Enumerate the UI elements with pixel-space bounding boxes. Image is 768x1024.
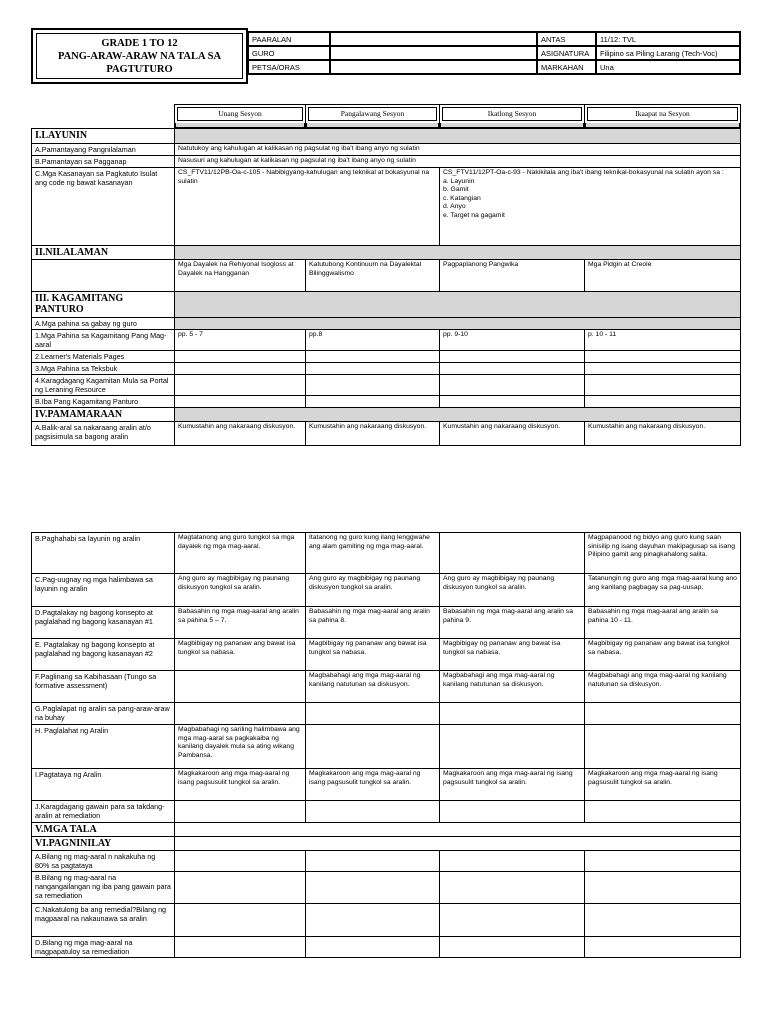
row-label: A.Bilang ng mag-aaral n nakakuha ng 80% sa pagtataya (32, 851, 175, 872)
table-cell (306, 363, 440, 375)
row-label: C.Nakatulong ba ang remedial?Bilang ng magpaaral na nakaunawa sa aralin (32, 904, 175, 937)
table-cell (440, 725, 585, 769)
row-label: J.Karagdagang gawain para sa takdang-aralin at remediation (32, 801, 175, 823)
pamamaraan-heading: IV.PAMAMARAAN (32, 408, 175, 422)
table-row (32, 533, 741, 574)
table-cell: Ang guro ay magbibigay ng paunang diskusyon tungkol sa aralin. (175, 574, 306, 607)
table-cell (175, 851, 306, 872)
table-cell (175, 363, 306, 375)
table-cell (175, 937, 306, 958)
kasanayan-label: C.Mga Kasanayan sa Pagkatuto Isulat ang code ng bawat kasanayan (32, 168, 175, 246)
table-cell (585, 725, 741, 769)
layunin-heading: I.LAYUNIN (32, 129, 175, 144)
markahan-value: Una (596, 60, 740, 74)
table-cell (585, 375, 741, 396)
table-row (32, 330, 741, 351)
table-cell: Magbibigay ng pananaw ang bawat isa tungkol sa nabasa. (440, 639, 585, 671)
list-item: b. Gamit (443, 186, 469, 194)
pamamaraan-shade (175, 408, 741, 422)
pamantayang-pangnilalaman-label: A.Pamantayang Pangnilalaman (32, 144, 175, 156)
table-cell: Kumustahin ang nakaraang diskusyon. (585, 422, 741, 446)
table-cell (585, 396, 741, 408)
list-item: a. Layunin (443, 177, 475, 185)
table-cell: Magkakaroon ang mga mag-aaral ng isang pagsusulit tungkol sa aralin. (440, 769, 585, 801)
table-cell: pp. 9-10 (440, 330, 585, 351)
table-cell: Babasahin ng mga mag-aaral ang aralin sa pahina 9. (440, 607, 585, 639)
list-item: d. Anyo (443, 203, 466, 211)
table-cell: Magbabahagi ang mga mag-aaral ng kanilang natutunan sa diskusyon. (440, 671, 585, 703)
nilalaman-cell-1: Mga Dayalek na Rehiyonal Isogloss at Dayalek na Hangganan (175, 260, 306, 292)
table-row (32, 671, 741, 703)
markahan-label: MARKAHAN (537, 60, 596, 74)
table-cell: Magkakaroon ang mga mag-aaral ng isang pagsusulit tungkol sa aralin. (306, 769, 440, 801)
list-item: e. Target na gagamit (443, 211, 505, 219)
table-row (32, 937, 741, 958)
table-cell (440, 375, 585, 396)
session-3-header: Ikatlong Sesyon (440, 105, 585, 129)
session-2-header: Pangalawang Sesyon (306, 105, 440, 129)
table-cell (440, 872, 585, 904)
table-cell (175, 703, 306, 725)
table-cell: pp. 5 - 7 (175, 330, 306, 351)
lower-table (31, 532, 741, 958)
table-cell: Kumustahin ang nakaraang diskusyon. (440, 422, 585, 446)
table-row (32, 607, 741, 639)
asignatura-label: ASIGNATURA (537, 46, 596, 60)
kagamitan-heading: III. KAGAMITANG PANTURO (32, 292, 175, 318)
row-label: 2.Learner's Materials Pages (32, 351, 175, 363)
table-cell (175, 375, 306, 396)
table-row (32, 396, 741, 408)
table-cell (440, 703, 585, 725)
table-cell (306, 703, 440, 725)
table-cell (306, 801, 440, 823)
pamantayan-sa-pagganap-text: Nasusuri ang kahulugan at kalikasan ng pagsulat ng iba't ibang anyo ng sulatin (175, 156, 741, 168)
upper-table (31, 104, 741, 446)
table-cell: Magbabahagi ang mga mag-aaral ng kanilang natutunan sa diskusyon. (306, 671, 440, 703)
nilalaman-heading: II.NILALAMAN (32, 246, 175, 260)
table-cell (585, 937, 741, 958)
table-cell (585, 872, 741, 904)
table-row (32, 639, 741, 671)
table-cell: Tatanungin ng guro ang mga mag-aaral kung ano ang kanilang pagbagay sa pag-uusap. (585, 574, 741, 607)
row-label: B.Iba Pang Kagamitang Panturo (32, 396, 175, 408)
table-cell (585, 801, 741, 823)
session-header-row (32, 105, 741, 129)
kasanayan-code-2-cell (440, 168, 741, 246)
title-line-3: PAGTUTURO (106, 63, 173, 75)
table-cell (440, 904, 585, 937)
gabay-ng-guro-shade (175, 318, 741, 330)
paaralan-value (330, 32, 537, 46)
asignatura-value: Filipino sa Piling Larang (Tech-Voc) (596, 46, 740, 60)
table-cell (440, 851, 585, 872)
table-cell: Magbibigay ng pananaw ang bawat isa tungkol sa nabasa. (175, 639, 306, 671)
table-cell (306, 375, 440, 396)
table-row (32, 904, 741, 937)
row-label: 4.Karagdagang Kagamitan Mula sa Portal ng Leraning Resource (32, 375, 175, 396)
table-cell: Magpapanood ng bidyo ang guro kung saan sinisilip ng isang dayuhan makipagusap sa isang Pilipino gamit ang pinagkahalong salita. (585, 533, 741, 574)
table-cell: Magkakaroon ang mga mag-aaral ng isang pagsusulit tungkol sa aralin. (175, 769, 306, 801)
antas-label: ANTAS (537, 32, 596, 46)
table-row (32, 851, 741, 872)
table-cell (306, 937, 440, 958)
table-cell: Babasahin ng mga mag-aaral ang aralin sa pahina 8. (306, 607, 440, 639)
table-row (32, 375, 741, 396)
nilalaman-cell-3: Pagpaplanong Pangwika (440, 260, 585, 292)
table-cell (306, 725, 440, 769)
table-cell: Kumustahin ang nakaraang diskusyon. (306, 422, 440, 446)
title-line-2: PANG-ARAW-ARAW NA TALA SA (57, 50, 222, 62)
row-label: E. Pagtalakay ng bagong konsepto at paglalahad ng bagong kasanayan #2 (32, 639, 175, 671)
table-cell: Ang guro ay magbibigay ng paunang diskusyon tungkol sa aralin. (306, 574, 440, 607)
table-row (32, 703, 741, 725)
table-row (32, 801, 741, 823)
gabay-ng-guro-label: A.Mga pahina sa gabay ng guro (32, 318, 175, 330)
row-label: B.Bilang ng mag-aaral na nangangailangan ng iba pang gawain para sa remediation (32, 872, 175, 904)
nilalaman-shade (175, 246, 741, 260)
table-cell (440, 396, 585, 408)
tala-cell (175, 823, 741, 837)
kasanayan-list (443, 178, 737, 221)
table-cell (306, 904, 440, 937)
table-cell: p. 10 - 11 (585, 330, 741, 351)
pamantayan-sa-pagganap-label: B.Pamantayan sa Pagganap (32, 156, 175, 168)
nilalaman-cell-2: Katutubong Kontinuum na Dayalektal Bilinggwalismo (306, 260, 440, 292)
table-cell (306, 872, 440, 904)
petsa-label: PETSA/ORAS (248, 60, 330, 74)
session-1-header: Unang Sesyon (175, 105, 306, 129)
table-row (32, 574, 741, 607)
row-label: I.Pagtataya ng Aralin (32, 769, 175, 801)
table-row (32, 769, 741, 801)
document-title (36, 33, 243, 79)
table-cell (585, 851, 741, 872)
row-label: B.Paghahabi sa layunin ng aralin (32, 533, 175, 574)
table-cell: Magbibigay ng pananaw ang bawat isa tungkol sa nabasa. (585, 639, 741, 671)
table-cell: pp.8 (306, 330, 440, 351)
table-cell (175, 801, 306, 823)
pamantayang-pangnilalaman-text: Natutukoy ang kahulugan at kalikasan ng pagsulat ng iba't ibang anyo ng sulatin (175, 144, 741, 156)
table-cell (306, 351, 440, 363)
row-label: 3.Mga Pahina sa Teksbuk (32, 363, 175, 375)
table-cell (440, 533, 585, 574)
row-label: F.Paglinang sa Kabihasaan (Tungo sa formative assessment) (32, 671, 175, 703)
blank-corner (32, 105, 175, 129)
row-label: G.Paglalapat ng aralin sa pang-araw-araw na buhay (32, 703, 175, 725)
session-4-header: Ikaapat na Sesyon (585, 105, 741, 129)
antas-value: 11/12: TVL (596, 32, 740, 46)
guro-value (330, 46, 537, 60)
table-cell: Magbabahagi ng sariling halimbawa ang mga mag-aaral sa pagkakaiba ng kanilang dayalek mula sa ating wikang Pambansa. (175, 725, 306, 769)
kasanayan-code-2: CS_FTV11/12PT-Oa-c-93 - Nakikilala ang iba't ibang teknikal-bokasyunal na sulatin ayon sa : (443, 169, 724, 176)
table-row (32, 351, 741, 363)
table-row (32, 422, 741, 446)
nilalaman-blank (32, 260, 175, 292)
table-cell: Magtatanong ang guro tungkol sa mga dayalek ng mga mag-aaral. (175, 533, 306, 574)
guro-label: GURO (248, 46, 330, 60)
table-cell (306, 851, 440, 872)
table-cell: Itatanong ng guro kung ilang lenggwahe ang alam gamiting ng mga mag-aaral. (306, 533, 440, 574)
table-cell (585, 904, 741, 937)
layunin-shade (175, 129, 741, 144)
table-cell: Magbibigay ng pananaw ang bawat isa tungkol sa nabasa. (306, 639, 440, 671)
pagninilay-cell (175, 837, 741, 851)
table-cell (440, 363, 585, 375)
paaralan-label: PAARALAN (248, 32, 330, 46)
row-label: 1.Mga Pahina sa Kagamitang Pang Mag-aaral (32, 330, 175, 351)
table-cell: Ang guro ay magbibigay ng paunang diskusyon tungkol sa aralin. (440, 574, 585, 607)
row-label: A.Balik-aral sa nakaraang aralin at/o pagsisimula sa bagong aralin (32, 422, 175, 446)
pagninilay-heading: VI.PAGNINILAY (32, 837, 175, 851)
title-line-1: GRADE 1 TO 12 (101, 37, 178, 49)
table-cell: Babasahin ng mga mag-aaral ang aralin sa pahina 5 – 7. (175, 607, 306, 639)
row-label: D.Pagtalakay ng bagong konsepto at paglalahad ng bagong kasanayan #1 (32, 607, 175, 639)
row-label: D.Bilang ng mga mag-aaral na magpapatuloy sa remediation (32, 937, 175, 958)
header (31, 28, 741, 82)
table-cell: Babasahin ng mga mag-aaral ang aralin sa pahina 10 - 11. (585, 607, 741, 639)
nilalaman-cell-4: Mga Pidgin at Creole (585, 260, 741, 292)
list-item: c. Katangian (443, 194, 481, 202)
table-row (32, 363, 741, 375)
table-row (32, 725, 741, 769)
row-label: C.Pag-uugnay ng mga halimbawa sa layunin ng aralin (32, 574, 175, 607)
table-cell (440, 351, 585, 363)
table-cell: Magbabahagi ang mga mag-aaral ng kanilang natutunan sa diskusyon. (585, 671, 741, 703)
table-cell (585, 703, 741, 725)
petsa-value (330, 60, 537, 74)
table-cell (175, 396, 306, 408)
kagamitan-shade (175, 292, 741, 318)
table-row (32, 872, 741, 904)
table-cell (175, 872, 306, 904)
table-cell (306, 396, 440, 408)
tala-heading: V.MGA TALA (32, 823, 175, 837)
header-info-table (247, 31, 741, 75)
table-cell: Kumustahin ang nakaraang diskusyon. (175, 422, 306, 446)
table-cell: Magkakaroon ang mga mag-aaral ng isang pagsusulit tungkol sa aralin. (585, 769, 741, 801)
table-cell (175, 351, 306, 363)
title-box (31, 28, 248, 84)
row-label: H. Paglalahat ng Aralin (32, 725, 175, 769)
table-cell (440, 801, 585, 823)
table-cell (585, 351, 741, 363)
table-cell (440, 937, 585, 958)
table-cell (175, 904, 306, 937)
table-cell (585, 363, 741, 375)
table-cell (175, 671, 306, 703)
kasanayan-code-1: CS_FTV11/12PB-Oa-c-105 - Nabibigyang-kahulugan ang teknikal at bokasyunal na sulatin (175, 168, 440, 246)
